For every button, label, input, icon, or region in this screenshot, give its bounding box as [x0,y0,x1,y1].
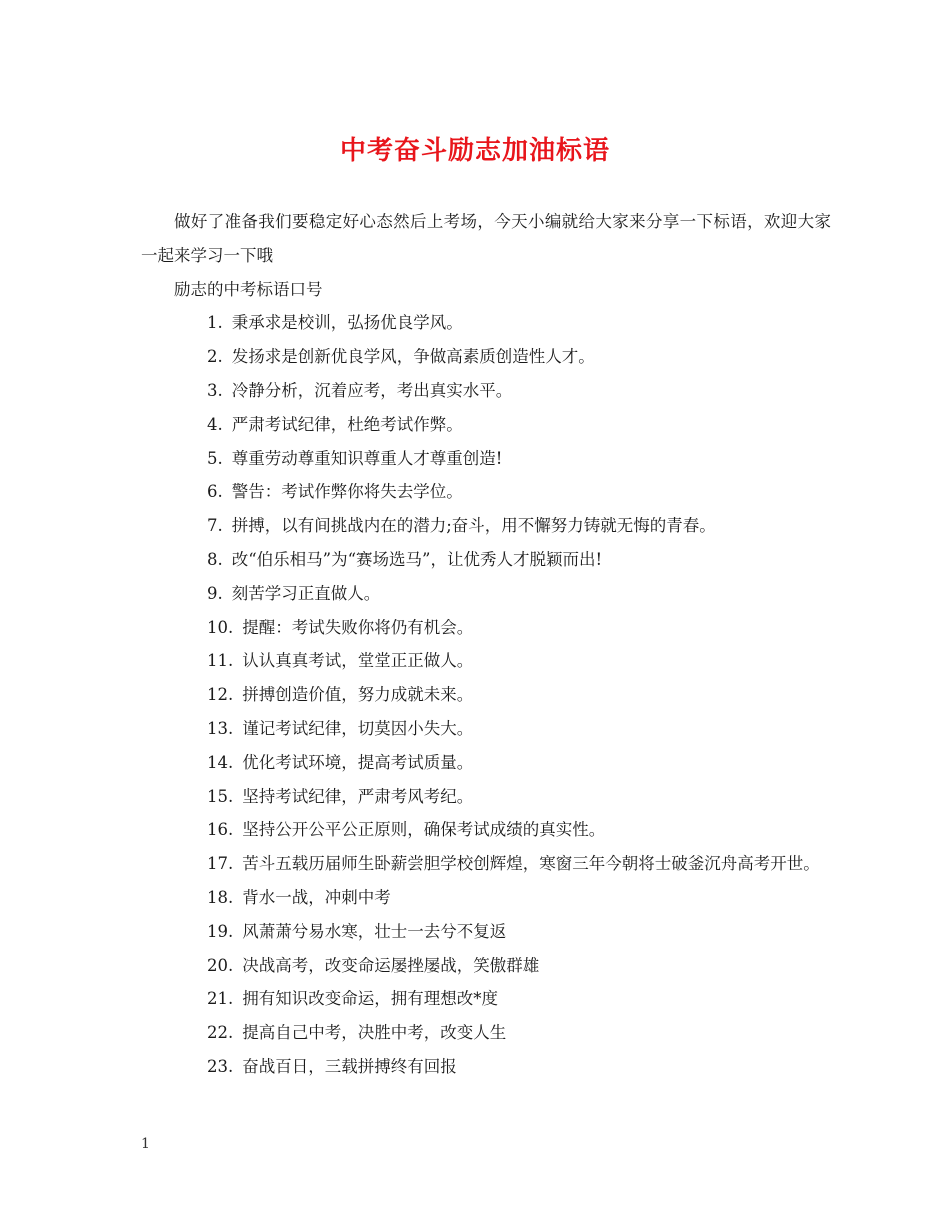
list-item-number: 19. [207,921,234,941]
list-item [141,678,831,712]
list-item-text: 拥有知识改变命运，拥有理想改*度 [242,989,498,1009]
list-item-text: 改“伯乐相马”为“赛场选马”，让优秀人才脱颖而出! [231,549,603,569]
list-item-number: 14. [207,752,234,772]
list-item-text: 谨记考试纪律，切莫因小失大。 [242,718,474,738]
list-item [141,306,831,340]
list-item-number: 20. [207,955,234,975]
list-item-number: 8. [207,549,223,569]
list-item [141,712,831,746]
slogan-list [141,306,831,1083]
document-body [141,205,831,1084]
list-item-text: 苦斗五载历届师生卧薪尝胆学校创辉煌，寒窗三年今朝将士破釜沉舟高考开世。 [242,854,820,874]
list-item-text: 坚持考试纪律，严肃考风考纪。 [242,786,474,806]
list-item-number: 12. [207,685,234,705]
list-item-number: 4. [207,414,223,434]
list-item [141,780,831,814]
section-heading: 励志的中考标语口号 [174,279,323,299]
list-item [141,1016,831,1050]
list-item [141,408,831,442]
list-item [141,746,831,780]
list-item-number: 3. [207,380,223,400]
list-item-number: 6. [207,482,223,502]
list-item-text: 优化考试环境，提高考试质量。 [242,752,474,772]
list-item [141,1050,831,1084]
list-item [141,509,831,543]
list-item [141,543,831,577]
list-item [141,847,831,881]
list-item-number: 21. [207,989,234,1009]
list-item-text: 拼搏创造价值，努力成就未来。 [242,685,474,705]
list-item-text: 背水一战，冲刺中考 [242,887,391,907]
list-item-text: 秉承求是校训，弘扬优良学风。 [231,313,463,333]
list-item-text: 拼搏，以有间挑战内在的潜力;奋斗，用不懈努力铸就无悔的青春。 [231,516,716,536]
list-item-text: 冷静分析，沉着应考，考出真实水平。 [231,380,513,400]
document-title: 中考奋斗励志加油标语 [339,136,610,166]
list-item-number: 10. [207,617,234,637]
list-item-text: 发扬求是创新优良学风，争做高素质创造性人才。 [231,347,595,367]
list-item [141,949,831,983]
list-item-text: 警告：考试作弊你将失去学位。 [231,482,463,502]
list-item-number: 9. [207,583,223,603]
list-item-number: 1. [207,313,223,333]
list-item-text: 尊重劳动尊重知识尊重人才尊重创造! [231,448,503,468]
list-item-text: 提高自己中考，决胜中考，改变人生 [242,1023,507,1043]
list-item-text: 风萧萧兮易水寒，壮士一去兮不复返 [242,921,507,941]
list-item-text: 严肃考试纪律，杜绝考试作弊。 [231,414,463,434]
list-item [141,644,831,678]
list-item [141,813,831,847]
list-item-number: 18. [207,887,234,907]
list-item [141,881,831,915]
list-item-text: 坚持公开公平公正原则，确保考试成绩的真实性。 [242,820,606,840]
list-item [141,611,831,645]
list-item-text: 决战高考，改变命运屡挫屡战，笑傲群雄 [242,955,540,975]
list-item-number: 5. [207,448,223,468]
list-item [141,577,831,611]
list-item-text: 认认真真考试，堂堂正正做人。 [242,651,474,671]
list-item-number: 7. [207,516,223,536]
list-item-number: 22. [207,1023,234,1043]
list-item-number: 16. [207,820,234,840]
list-item-number: 11. [207,651,234,671]
list-item-number: 17. [207,854,234,874]
list-item-text: 提醒：考试失败你将仍有机会。 [242,617,474,637]
list-item-number: 23. [207,1056,234,1076]
list-item [141,475,831,509]
list-item-number: 2. [207,347,223,367]
list-item-text: 奋战百日，三载拼搏终有回报 [242,1056,457,1076]
list-item [141,442,831,476]
list-item [141,982,831,1016]
list-item [141,374,831,408]
intro-paragraph: 做好了准备我们要稳定好心态然后上考场，今天小编就给大家来分享一下标语，欢迎大家一起来学习一下哦 [141,212,831,265]
list-item-number: 13. [207,718,234,738]
list-item-text: 刻苦学习正直做人。 [231,583,381,603]
page-number: 1 [141,1136,150,1152]
list-item [141,915,831,949]
list-item-number: 15. [207,786,234,806]
list-item [141,340,831,374]
